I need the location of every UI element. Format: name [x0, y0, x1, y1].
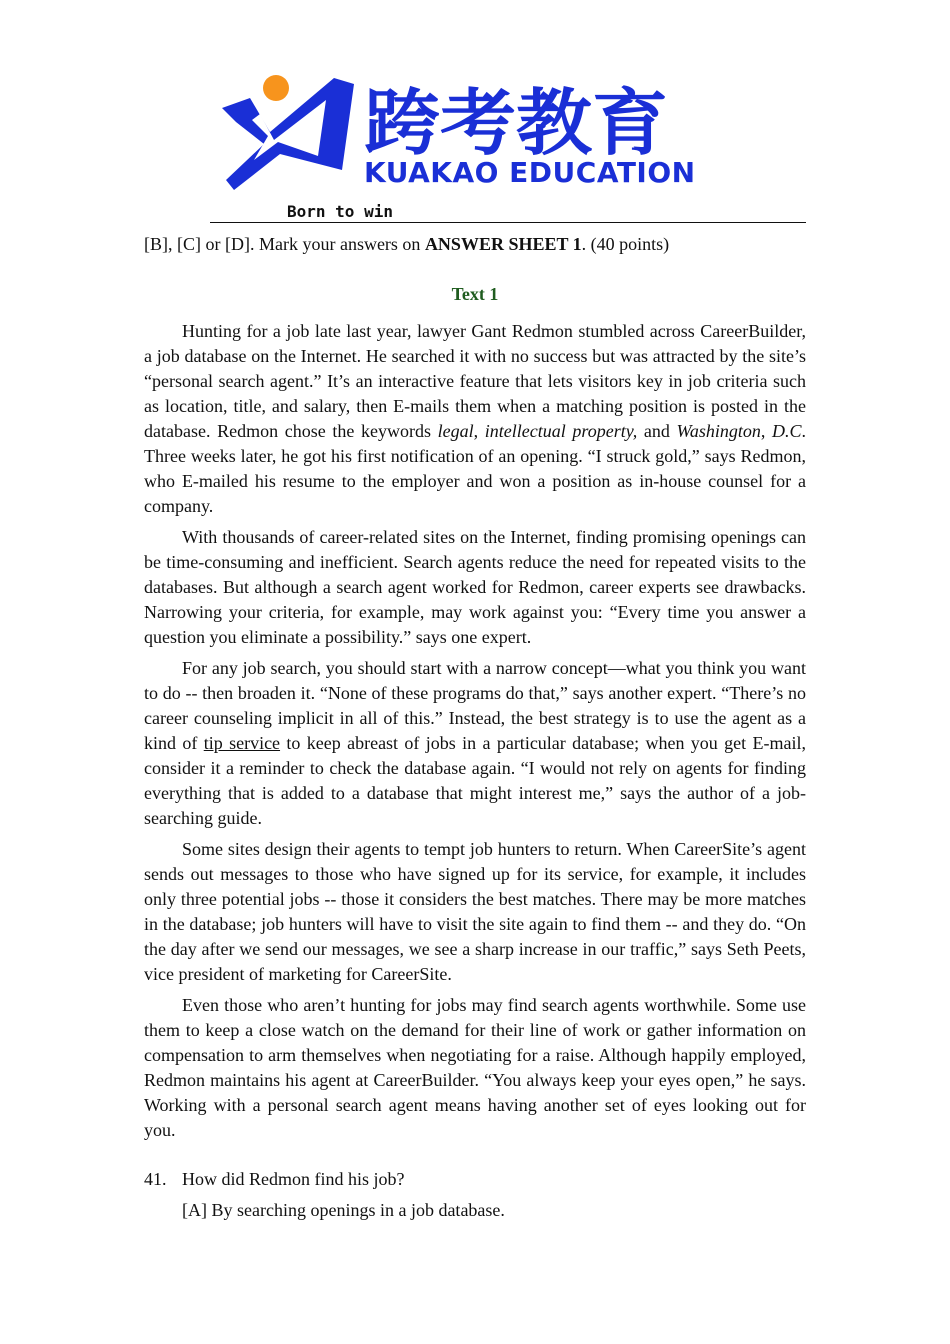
instructions-bold: ANSWER SHEET 1: [424, 234, 582, 254]
instructions-suffix: . (40 points): [581, 234, 670, 254]
paragraph-1: [144, 319, 806, 519]
keyword-legal: legal: [437, 421, 474, 441]
paragraph-1-part: ,: [473, 421, 485, 441]
keyword-dc: D.C: [772, 421, 802, 441]
logo-chinese-wordmark: [364, 78, 674, 162]
keyword-intellectual-property: intellectual property,: [484, 421, 638, 441]
paragraph-2: With thousands of career-related sites on the Internet, finding promising openings can be time-consuming and inefficient. Search agents reduce the need for repeated visits to the databases. But although a search agent worked for Redmon, career experts see drawbacks. Narrowing your criteria, for example, may work against you: “Every time you answer a question you eliminate a possibility.” says one expert.: [144, 527, 806, 647]
paragraph-1-part: ,: [760, 421, 772, 441]
logo-english-wordmark: KUAKAO EDUCATION: [364, 156, 696, 189]
paragraph-1-part: . Three weeks later, he got his first notification of an opening. “I struck gold,” says Redmon, who E-mailed his resume to the employer and won a position as in-house counsel for a company.: [144, 421, 807, 516]
paragraph-3-part: For any job search, you should start with a narrow concept—what you think you want to do -- then broaden it. “None of these programs do that,” says another expert. “There’s no career counseling implicit in all of this.” Instead, the best strategy is to use the agent as a kind of: [144, 658, 806, 753]
paragraph-1-part: Hunting for a job late last year, lawyer Gant Redmon stumbled across CareerBuilder, a job database on the Internet. He searched it with no success but was attracted by the site’s “personal search agent.” It’s an interactive feature that lets visitors key in job criteria such as location, title, and salary, then E-mails them when a matching position is posted in the database. Redmon chose the keywords: [144, 321, 806, 441]
paragraph-4: Some sites design their agents to tempt job hunters to return. When CareerSite’s agent sends out messages to those who have signed up for its service, for example, it includes only three potential jobs -- those it considers the best matches. There may be more matches in the database; job hunters will have to visit the site again to find them -- and they do. “On the day after we send our messages, we see a sharp increase in our traffic,” says Seth Peets, vice president of marketing for CareerSite.: [144, 839, 806, 984]
svg-text:跨考教育: 跨考教育: [364, 81, 668, 162]
instructions: [144, 232, 806, 257]
paragraph-3-part: to keep abreast of jobs in a particular database; when you get E-mail, consider it a reminder to check the database again. “I would not rely on agents for finding everything that is added to a database that might interest me,” says the author of a job-searching guide.: [144, 733, 806, 828]
slogan: Born to win: [287, 202, 393, 221]
paragraph-5: Even those who aren’t hunting for jobs may find search agents worthwhile. Some use them to keep a close watch on the demand for their line of work or gather information on compensation to arm themselves when negotiating for a raise. Although happily employed, Redmon maintains his agent at CareerBuilder. “You always keep your eyes open,” he says. Working with a personal search agent means having another set of eyes looking out for you.: [144, 995, 806, 1140]
paragraph-3: [144, 656, 806, 831]
underlined-phrase: tip service: [203, 733, 281, 753]
text-title: Text 1: [451, 284, 499, 304]
option-a: [A] By searching openings in a job database.: [182, 1200, 505, 1220]
instructions-prefix: [B], [C] or [D]. Mark your answers on: [144, 234, 425, 254]
question-text: How did Redmon find his job?: [182, 1169, 405, 1189]
main-content: [144, 232, 806, 1223]
paragraph-1-part: and: [637, 421, 677, 441]
header-divider: [210, 222, 806, 223]
kuakao-logo: [214, 70, 696, 198]
kuakao-logo-mark-icon: [214, 70, 364, 198]
question-41: [144, 1167, 806, 1192]
question-number: 41.: [144, 1169, 167, 1189]
keyword-washington: Washington: [676, 421, 761, 441]
